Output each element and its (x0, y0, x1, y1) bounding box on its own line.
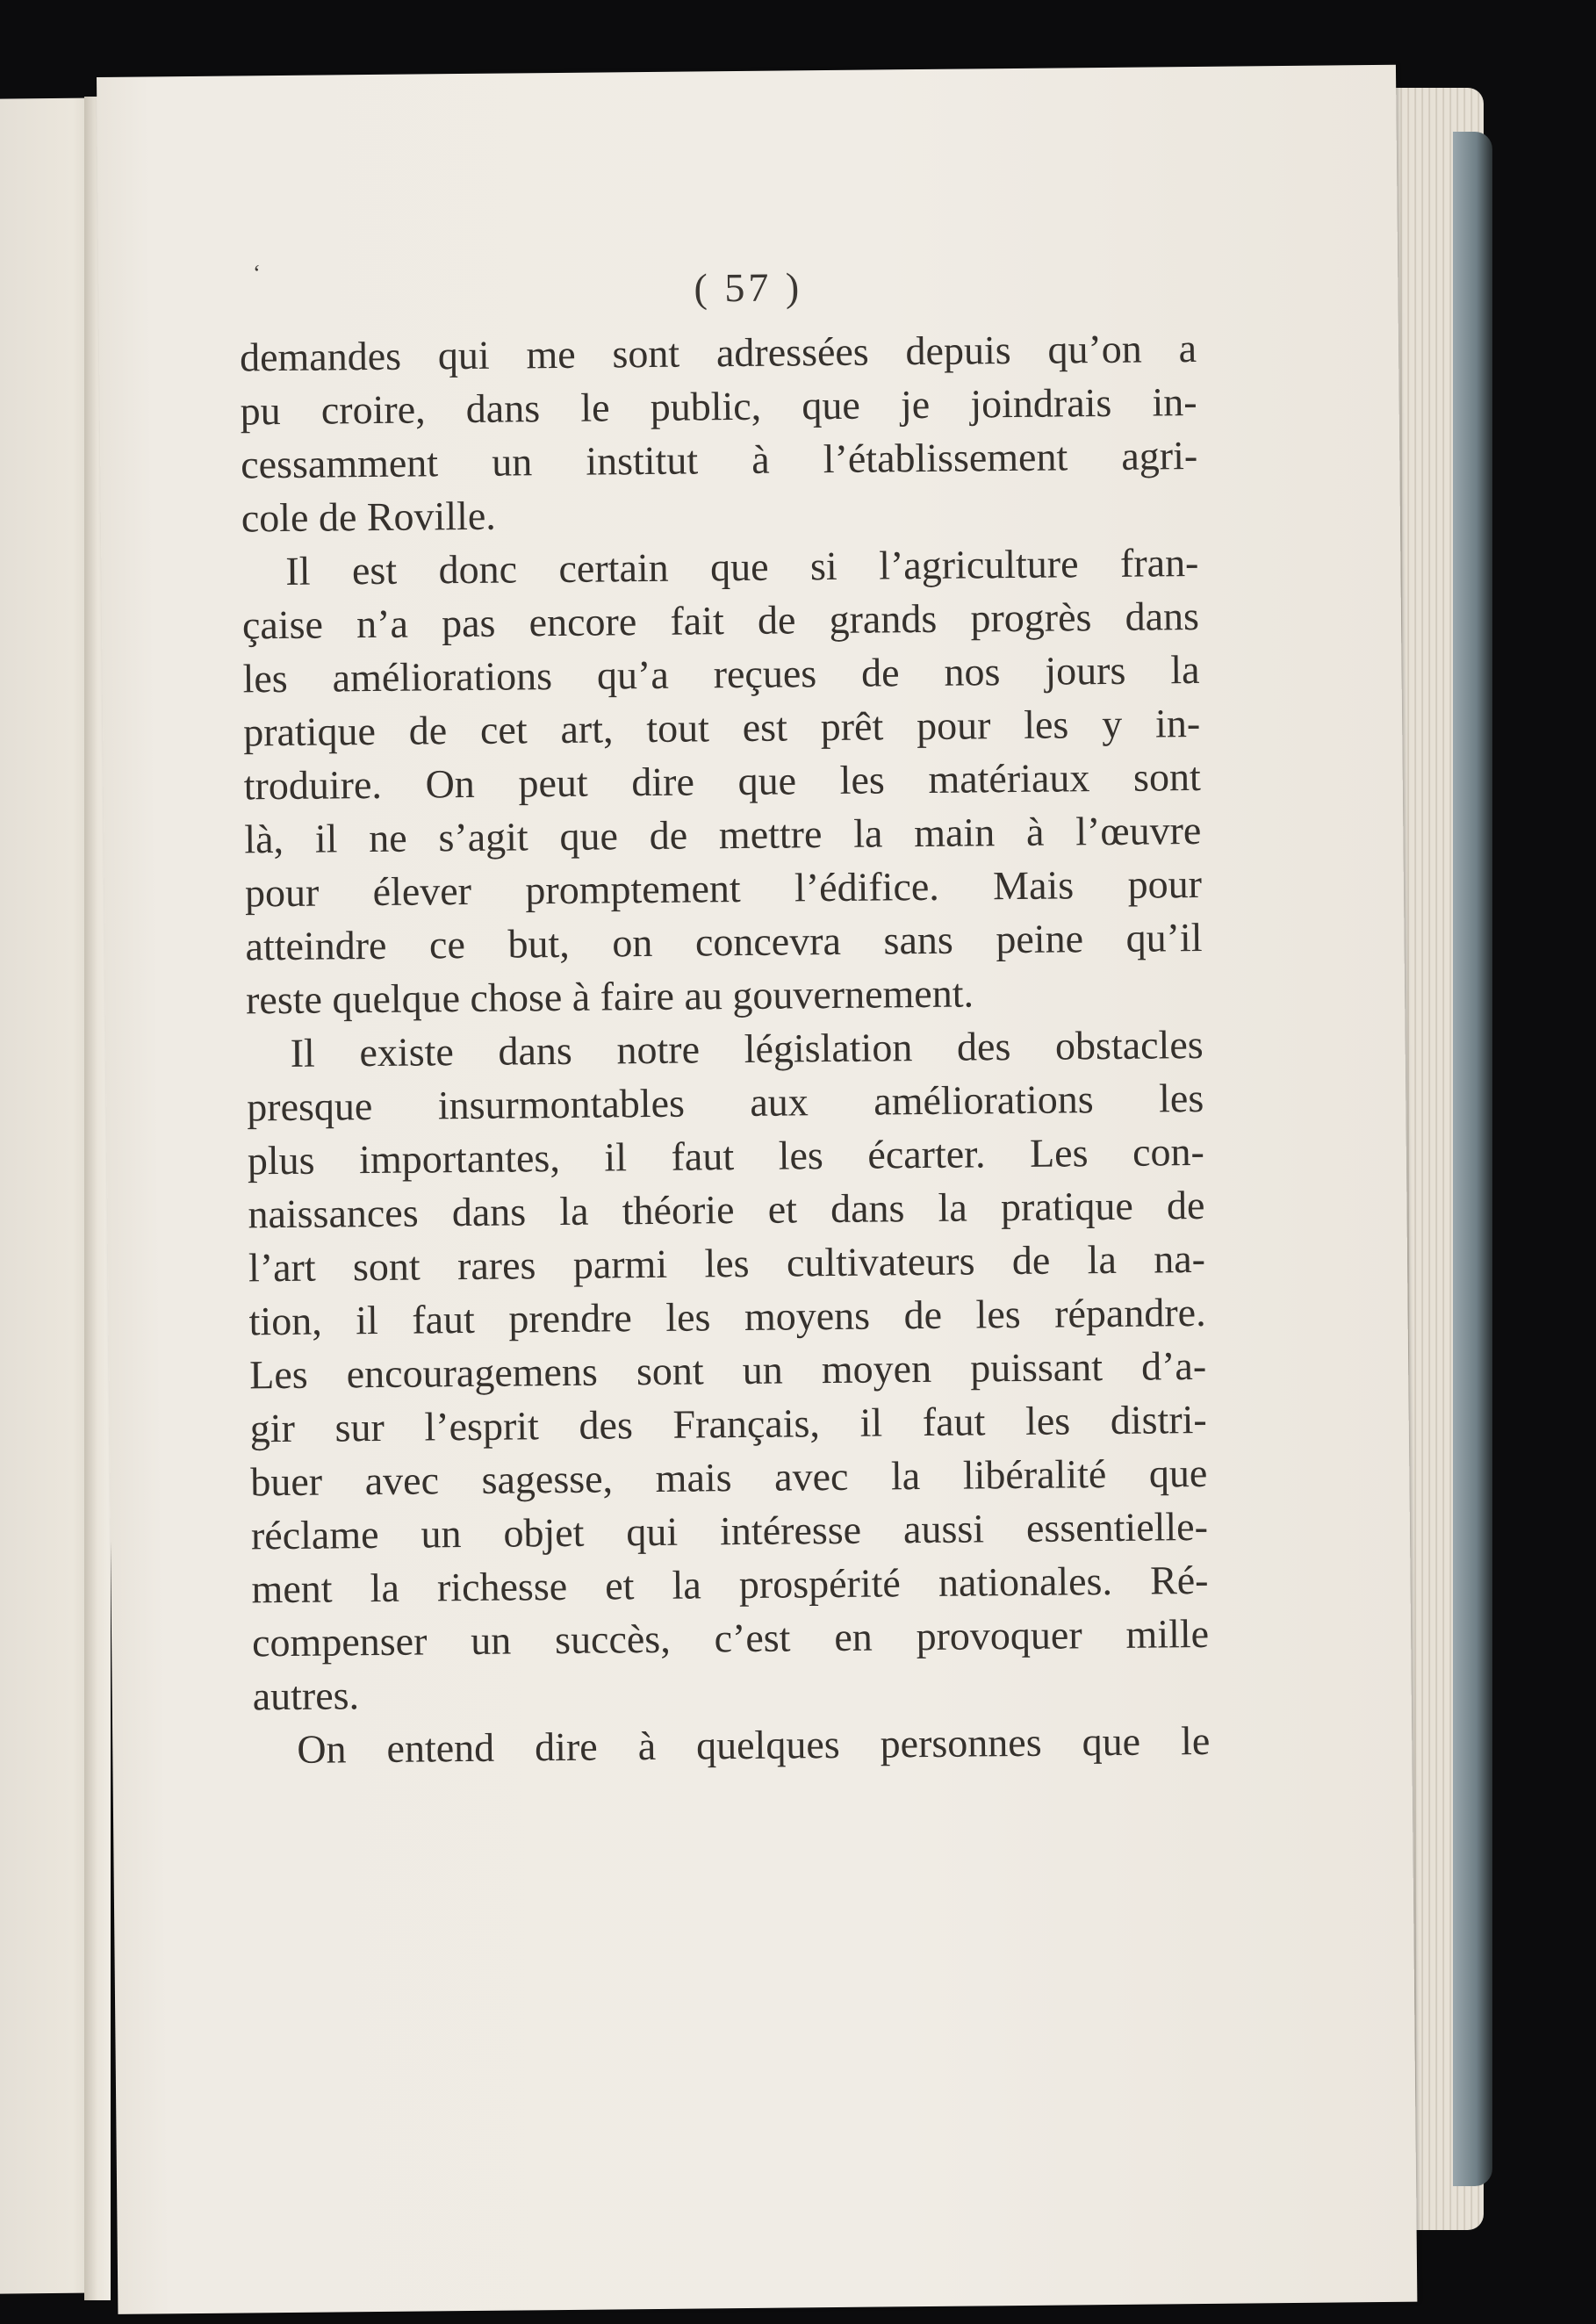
book-page (97, 65, 1417, 2314)
text-line: l’art sont rares parmi les cultivateurs de la na- (248, 1235, 1206, 1291)
body-text (240, 321, 1211, 1776)
page-number: ( 57 ) (694, 264, 803, 311)
page-edges-shadow (1453, 132, 1492, 2186)
text-line: ment la richesse et la prospérité nationales. Ré- (251, 1557, 1209, 1612)
text-line: buer avec sagesse, mais avec la libéralité que (250, 1450, 1208, 1505)
text-line: On entend dire à quelques personnes que le (297, 1717, 1211, 1772)
text-line: reste quelque chose à faire au gouvernement. (245, 970, 974, 1023)
paragraph (240, 321, 1198, 544)
text-line: Il existe dans notre législation des obstacles (290, 1021, 1204, 1076)
paragraph (246, 1018, 1210, 1723)
text-line: gir sur l’esprit des Français, il faut les distri- (249, 1396, 1207, 1451)
text-line: presque insurmontables aux améliorations les (247, 1075, 1204, 1130)
text-line: réclame un objet qui intéresse aussi essentielle- (250, 1503, 1209, 1558)
text-line: pratique de cet art, tout est prêt pour les y in- (242, 700, 1201, 755)
text-line: çaise n’a pas encore fait de grands progrès dans (241, 593, 1200, 648)
text-line: cole de Roville. (241, 493, 497, 541)
text-line: là, il ne s’agit que de mettre la main à l’œuvre (244, 807, 1202, 862)
text-line: plus importantes, il faut les écarter. Les con- (247, 1128, 1205, 1184)
text-line: troduire. On peut dire que les matériaux sont (243, 753, 1201, 809)
text-line: Il est donc certain que si l’agriculture fran- (285, 539, 1199, 594)
text-line: autres. (252, 1673, 360, 1719)
text-line: naissances dans la théorie et dans la pratique de (248, 1182, 1205, 1237)
text-line: demandes qui me sont adressées depuis qu’on a (239, 325, 1197, 380)
paragraph (253, 1714, 1211, 1776)
text-line: compenser un succès, c’est en provoquer mille (251, 1610, 1210, 1666)
text-line: tion, il faut prendre les moyens de les répandre. (248, 1289, 1206, 1344)
text-line: les améliorations qu’a reçues de nos jours la (242, 646, 1200, 702)
stray-mark: ʻ (253, 260, 261, 286)
text-line: pu croire, dans le public, que je joindrais in- (240, 378, 1197, 434)
text-line: atteindre ce but, on concevra sans peine qu’il (245, 914, 1203, 969)
text-line: cessamment un institut à l’établissement agri- (240, 432, 1198, 487)
text-line: pour élever promptement l’édifice. Mais pour (244, 860, 1203, 916)
text-line: Les encouragemens sont un moyen puissant d’a- (248, 1342, 1207, 1398)
paragraph (241, 536, 1203, 1026)
